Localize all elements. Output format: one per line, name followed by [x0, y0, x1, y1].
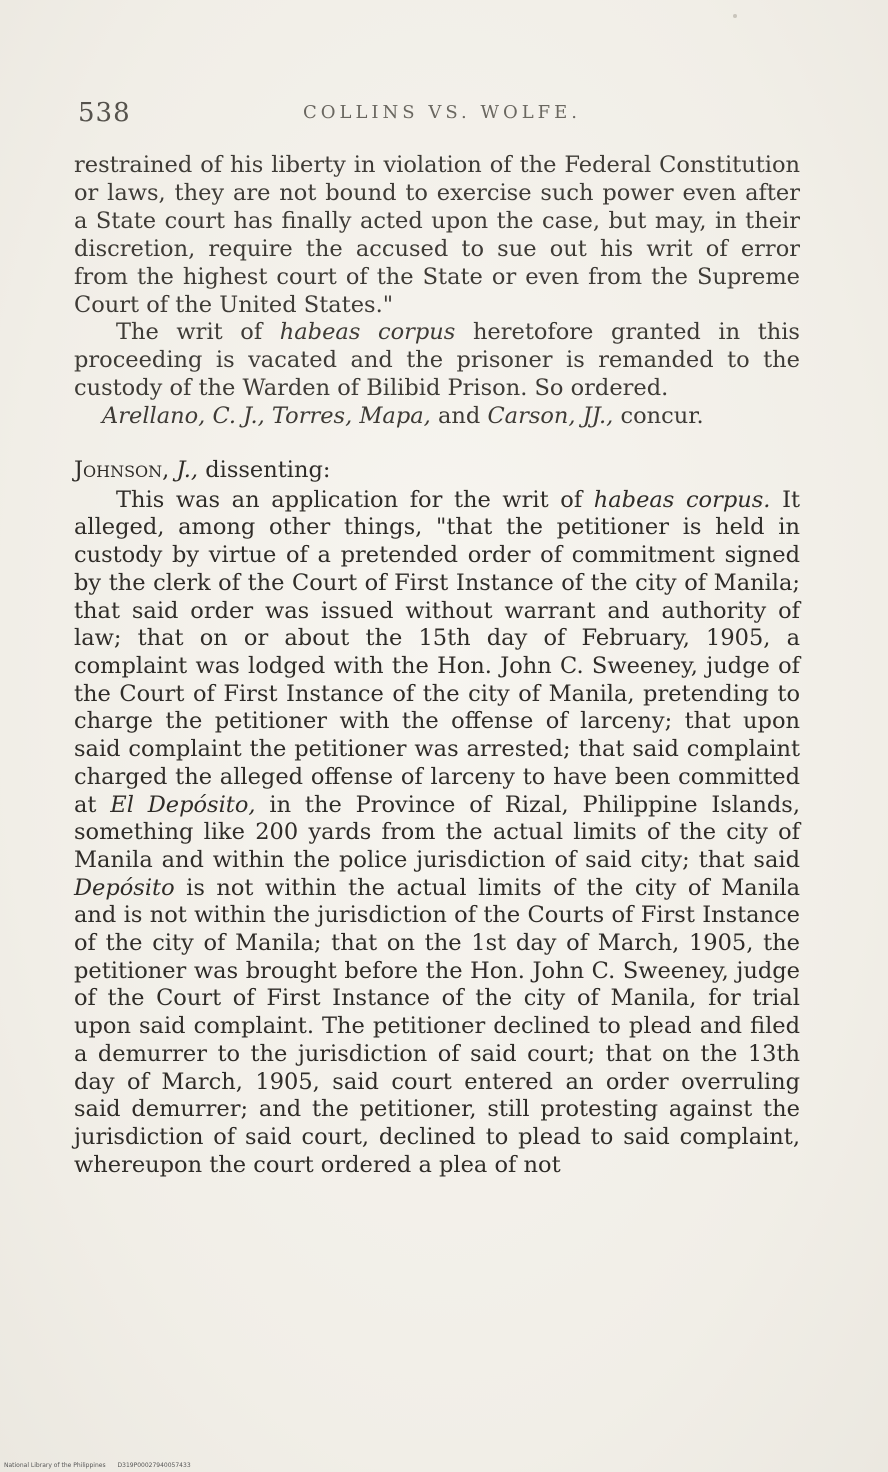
page-header	[78, 98, 806, 128]
small-caps-run: Johnson,	[74, 457, 170, 484]
italic-run: El Depósito,	[110, 791, 256, 818]
italic-run: Arellano, C. J., Torres, Mapa,	[102, 403, 431, 430]
paragraph-order	[74, 319, 800, 403]
italic-run: Depósito	[74, 874, 175, 901]
italic-run: habeas corpus.	[593, 486, 771, 513]
italic-run: Carson, JJ.,	[487, 403, 614, 430]
italic-run: J.,	[169, 457, 199, 484]
text-run: in the Province of Rizal, Philippine Islands, something like 200 yards from the actual limits of the city of Manila and within the police jurisdiction of said city; that said	[74, 791, 800, 873]
dissent-heading	[74, 457, 800, 485]
page-number: 538	[78, 98, 131, 128]
text-run: The writ of	[116, 319, 280, 346]
italic-run: habeas corpus	[279, 319, 456, 346]
text-run: and	[430, 403, 488, 430]
body-text	[74, 152, 800, 1179]
text-run: concur.	[613, 403, 704, 430]
footer-code: D319P00027940057433	[117, 1462, 191, 1469]
paper-speck	[733, 14, 737, 18]
text-run: dissenting:	[198, 457, 331, 484]
text-run: heretofore granted in this proceeding is vacated and the prisoner is remanded to the custody of the Warden of Bilibid Prison. So ordered.	[74, 319, 800, 402]
scan-footer	[4, 1462, 201, 1469]
paragraph-dissent	[74, 487, 800, 1180]
text-run: It alleged, among other things, "that the petitioner is held in custody by virtue of a pretended order of commitment signed by the clerk of the Court of First Instance of the city of Manila; that said order was issued without warrant and authority of law; that on or about the 15th day of February, 1905, a complaint was lodged with the Hon. John C. Sweeney, judge of the Court of First Instance of the city of Manila, pretending to charge the petitioner with the offense of larceny; that upon said complaint the petitioner was arrested; that said complaint charged the alleged offense of larceny to have been committed at	[74, 486, 801, 818]
text-run: This was an application for the writ of	[116, 486, 594, 513]
paragraph-concurrence	[74, 403, 800, 431]
footer-library: National Library of the Philippines	[4, 1462, 106, 1469]
running-head: COLLINS VS. WOLFE.	[302, 102, 582, 123]
paragraph-quote-continuation: restrained of his liberty in violation of the Federal Constitution or laws, they are not bound to exercise such power even after a State court has finally acted upon the case, but may, in their discretion, require the accused to sue out his writ of error from the highest court of the State or even from the Supreme Court of the United States."	[74, 152, 800, 318]
text-run: is not within the actual limits of the city of Manila and is not within the jurisdiction of the Courts of First Instance of the city of Manila; that on the 1st day of March, 1905, the petitioner was brought before the Hon. John C. Sweeney, judge of the Court of First Instance of the city of Manila, for trial upon said complaint. The petitioner declined to plead and filed a demurrer to the jurisdiction of said court; that on the 13th day of March, 1905, said court entered an order overruling said demurrer; and the petitioner, still protesting against the jurisdiction of said court, declined to plead to said complaint, whereupon the court ordered a plea of not	[74, 874, 800, 1178]
